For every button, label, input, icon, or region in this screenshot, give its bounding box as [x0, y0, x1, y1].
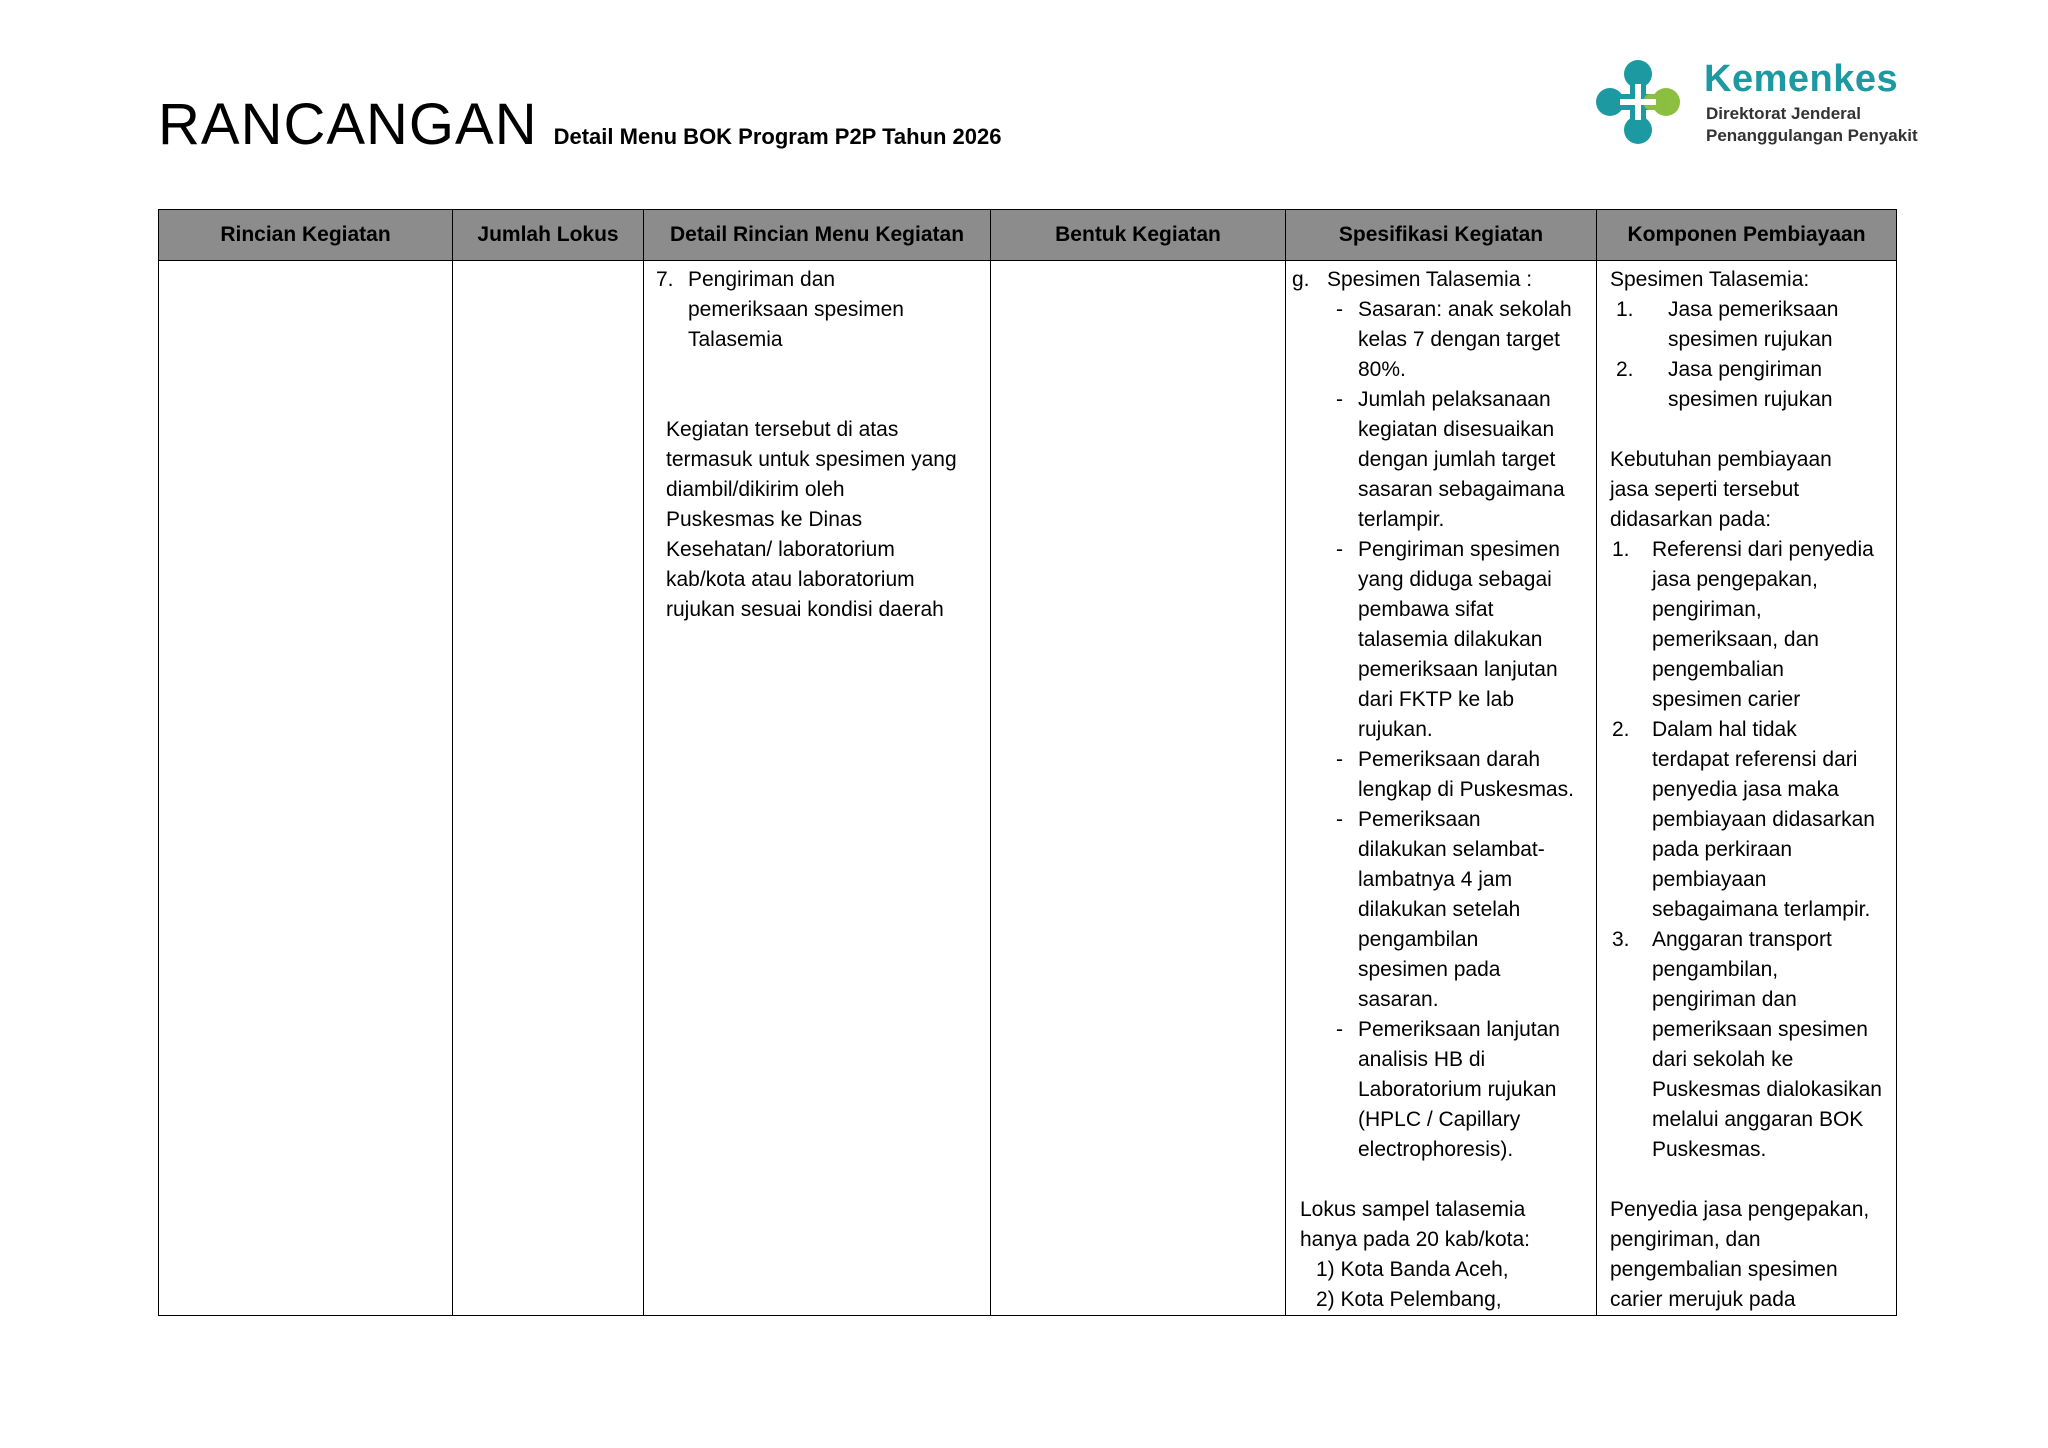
detail-note	[656, 415, 978, 625]
text-line: termasuk untuk spesimen yang	[666, 448, 957, 471]
text-line: Jasa pemeriksaan	[1668, 298, 1839, 321]
cell-rincian-kegiatan	[159, 261, 453, 1316]
col-header-spesifikasi: Spesifikasi Kegiatan	[1286, 210, 1597, 261]
text-line: dari FKTP ke lab	[1358, 688, 1515, 711]
lokus-section	[1292, 1195, 1590, 1315]
text-line: pengiriman, dan	[1610, 1228, 1761, 1251]
text-line: didasarkan pada:	[1610, 508, 1772, 531]
table-header-row	[159, 210, 1897, 261]
section-letter: g.	[1292, 268, 1310, 291]
text-line: (HPLC / Capillary	[1358, 1108, 1521, 1131]
text-line: Pemeriksaan	[1358, 808, 1481, 831]
text-line: Jumlah pelaksanaan	[1358, 388, 1551, 411]
text-line: rujukan sesuai kondisi daerah	[666, 598, 944, 621]
text-line: Pengiriman spesimen	[1358, 538, 1560, 561]
penyedia-text	[1610, 1195, 1890, 1315]
cell-bentuk-kegiatan	[991, 261, 1286, 1316]
text-line: pengiriman dan	[1652, 988, 1797, 1011]
logo-line-1: Direktorat Jenderal	[1706, 104, 1861, 123]
text-line: terlampir.	[1358, 508, 1445, 531]
spesifikasi-heading	[1292, 265, 1590, 295]
col-header-rincian-kegiatan: Rincian Kegiatan	[159, 210, 453, 261]
text-line: Anggaran transport	[1652, 928, 1832, 951]
text-line: yang diduga sebagai	[1358, 568, 1552, 591]
dasar-list	[1610, 535, 1890, 1165]
list-item: 2. Jasa pengiriman spesimen rujukan	[1610, 355, 1890, 415]
text-line: Sasaran: anak sekolah	[1358, 298, 1572, 321]
text-line: jasa pengepakan,	[1652, 568, 1818, 591]
text-line: analisis HB di	[1358, 1048, 1486, 1071]
text-line: pemeriksaan lanjutan	[1358, 658, 1558, 681]
col-header-komponen: Komponen Pembiayaan	[1597, 210, 1897, 261]
text-line: melalui anggaran BOK	[1652, 1108, 1864, 1131]
text-line: dilakukan selambat-	[1358, 838, 1545, 861]
text-line: Puskesmas dialokasikan	[1652, 1078, 1882, 1101]
section-title: Spesimen Talasemia :	[1327, 268, 1533, 291]
text-line: spesimen rujukan	[1668, 328, 1833, 351]
text-line: pengembalian spesimen	[1610, 1258, 1838, 1281]
text-line: pembiayaan didasarkan	[1652, 808, 1875, 831]
komponen-heading: Spesimen Talasemia:	[1610, 268, 1810, 291]
text-line: sebagaimana terlampir.	[1652, 898, 1871, 921]
text-line: electrophoresis).	[1358, 1138, 1514, 1161]
text-line: Pemeriksaan darah	[1358, 748, 1541, 771]
col-header-jumlah-lokus: Jumlah Lokus	[453, 210, 644, 261]
detail-item	[656, 265, 978, 355]
list-item: 1) Kota Banda Aceh,	[1316, 1258, 1509, 1281]
cell-detail-rincian	[644, 261, 991, 1316]
text-line: carier merujuk pada	[1610, 1288, 1796, 1311]
document-title: RANCANGAN	[158, 92, 538, 157]
text-line: dengan jumlah target	[1358, 448, 1556, 471]
text-line: Dalam hal tidak	[1652, 718, 1797, 741]
bok-detail-table	[158, 209, 1897, 1316]
list-item: - Pengiriman spesimen yang diduga sebagai pembawa sifat talasemia dilakukan pemeriksaan lanjutan dari FKTP ke lab rujukan.	[1292, 535, 1590, 745]
cell-jumlah-lokus	[453, 261, 644, 1316]
text-line: pembiayaan	[1652, 868, 1767, 891]
text-line: pembawa sifat	[1358, 598, 1494, 621]
spesifikasi-bullets	[1292, 295, 1590, 1165]
text-line: pengiriman,	[1652, 598, 1762, 621]
text-line: Laboratorium rujukan	[1358, 1078, 1557, 1101]
text-line: Kegiatan tersebut di atas	[666, 418, 899, 441]
text-line: dari sekolah ke	[1652, 1048, 1794, 1071]
table-row	[159, 261, 1897, 1316]
text-line: Penyedia jasa pengepakan,	[1610, 1198, 1870, 1221]
text-line: pada perkiraan	[1652, 838, 1793, 861]
text-line: hanya pada 20 kab/kota:	[1300, 1228, 1531, 1251]
list-item: 3. Anggaran transport pengambilan, pengiriman dan pemeriksaan spesimen dari sekolah ke Puskesmas dialokasikan melalui anggaran BOK Puskesmas.	[1610, 925, 1890, 1165]
document-header	[158, 92, 1002, 157]
text-line: jasa seperti tersebut	[1610, 478, 1800, 501]
text-line: pemeriksaan, dan	[1652, 628, 1819, 651]
col-header-detail-rincian: Detail Rincian Menu Kegiatan	[644, 210, 991, 261]
text-line: talasemia dilakukan	[1358, 628, 1543, 651]
col-header-bentuk-kegiatan: Bentuk Kegiatan	[991, 210, 1286, 261]
list-item: 1. Jasa pemeriksaan spesimen rujukan	[1610, 295, 1890, 355]
text-line: terdapat referensi dari	[1652, 748, 1858, 771]
text-line: spesimen carier	[1652, 688, 1801, 711]
text-line: kegiatan disesuaikan	[1358, 418, 1555, 441]
text-line: pemeriksaan spesimen	[688, 298, 904, 321]
cell-spesifikasi	[1286, 261, 1597, 1316]
text-line: pengembalian	[1652, 658, 1784, 681]
text-line: Kesehatan/ laboratorium	[666, 538, 895, 561]
text-line: Pengiriman dan	[688, 268, 836, 291]
text-line: Pemeriksaan lanjutan	[1358, 1018, 1560, 1041]
jasa-list	[1610, 295, 1890, 415]
kebutuhan-text	[1610, 445, 1890, 535]
kemenkes-logo-icon	[1592, 56, 1684, 148]
text-line: Talasemia	[688, 328, 783, 351]
text-line: sasaran sebagaimana	[1358, 478, 1565, 501]
text-line: Kebutuhan pembiayaan	[1610, 448, 1832, 471]
list-item: - Pemeriksaan dilakukan selambat- lambatnya 4 jam dilakukan setelah pengambilan spesimen pada sasaran.	[1292, 805, 1590, 1015]
document-subtitle: Detail Menu BOK Program P2P Tahun 2026	[553, 124, 1002, 149]
text-line: Puskesmas ke Dinas	[666, 508, 863, 531]
list-item: 2. Dalam hal tidak terdapat referensi dari penyedia jasa maka pembiayaan didasarkan pada perkiraan pembiayaan sebagaimana terlampir.	[1610, 715, 1890, 925]
text-line: pengambilan,	[1652, 958, 1779, 981]
text-line: spesimen rujukan	[1668, 388, 1833, 411]
text-line: dilakukan setelah	[1358, 898, 1521, 921]
text-line: penyedia jasa maka	[1652, 778, 1839, 801]
text-line: lengkap di Puskesmas.	[1358, 778, 1574, 801]
text-line: pengambilan	[1358, 928, 1479, 951]
text-line: diambil/dikirim oleh	[666, 478, 845, 501]
text-line: pemeriksaan spesimen	[1652, 1018, 1868, 1041]
text-line: spesimen pada	[1358, 958, 1501, 981]
text-line: 80%.	[1358, 358, 1406, 381]
kemenkes-logo	[1592, 56, 1952, 148]
list-item: - Pemeriksaan darah lengkap di Puskesmas.	[1292, 745, 1590, 805]
text-line: lambatnya 4 jam	[1358, 868, 1513, 891]
logo-brand-name: Kemenkes	[1704, 58, 1899, 100]
text-line: Lokus sampel talasemia	[1300, 1198, 1526, 1221]
list-item: 1. Referensi dari penyedia jasa pengepakan, pengiriman, pemeriksaan, dan pengembalian spesimen carier	[1610, 535, 1890, 715]
text-line: Referensi dari penyedia	[1652, 538, 1874, 561]
list-item: - Jumlah pelaksanaan kegiatan disesuaikan dengan jumlah target sasaran sebagaimana terlampir.	[1292, 385, 1590, 535]
text-line: Jasa pengiriman	[1668, 358, 1823, 381]
cell-komponen	[1597, 261, 1897, 1316]
text-line: sasaran.	[1358, 988, 1439, 1011]
list-item: 2) Kota Pelembang,	[1316, 1288, 1502, 1311]
detail-item-number: 7.	[656, 268, 674, 291]
list-item: - Pemeriksaan lanjutan analisis HB di Laboratorium rujukan (HPLC / Capillary electrophoresis).	[1292, 1015, 1590, 1165]
text-line: kab/kota atau laboratorium	[666, 568, 915, 591]
text-line: rujukan.	[1358, 718, 1433, 741]
logo-line-2: Penanggulangan Penyakit	[1706, 126, 1918, 145]
list-item: - Sasaran: anak sekolah kelas 7 dengan target 80%.	[1292, 295, 1590, 385]
text-line: kelas 7 dengan target	[1358, 328, 1560, 351]
text-line: Puskesmas.	[1652, 1138, 1767, 1161]
